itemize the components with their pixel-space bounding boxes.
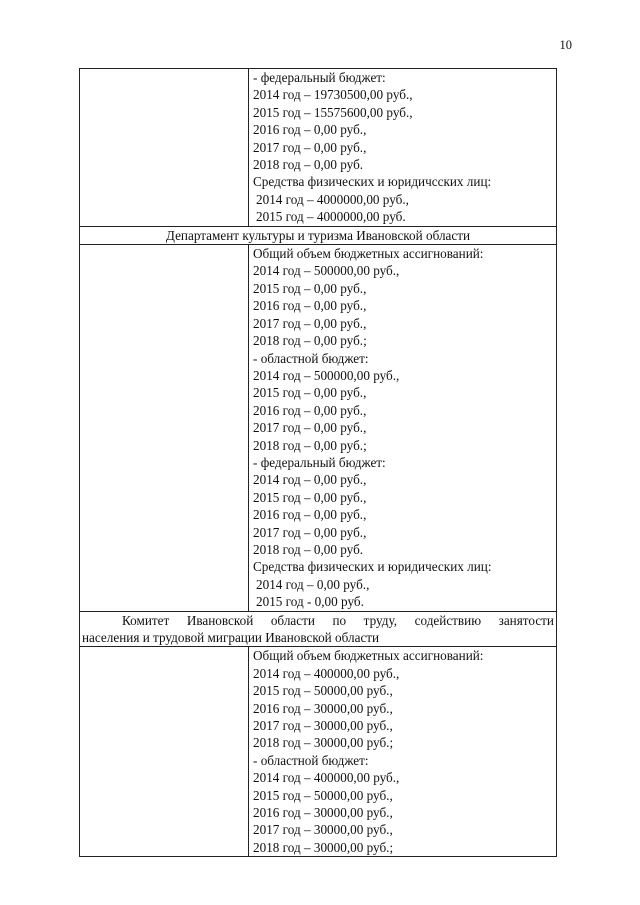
text-line: 2015 год – 0,00 руб.,	[253, 489, 367, 505]
text-line: - федеральный бюджет:	[253, 454, 386, 470]
text-line: 2017 год – 0,00 руб.,	[253, 420, 367, 436]
text-line: 2016 год – 0,00 руб.,	[253, 507, 367, 523]
text-line: Общий объем бюджетных ассигнований:	[253, 648, 484, 664]
committee-header	[80, 611, 557, 647]
empty-left-cell	[80, 245, 249, 612]
table-row	[80, 647, 557, 857]
funding-cell	[249, 647, 557, 857]
text-line: 2015 год – 0,00 руб.,	[253, 280, 367, 296]
text-line: 2018 год – 30000,00 руб.;	[253, 839, 394, 855]
text-line: 2015 год – 0,00 руб.,	[253, 385, 367, 401]
text-line: 2018 год – 0,00 руб.	[253, 157, 364, 173]
empty-left-cell	[80, 647, 249, 857]
text-line: 2014 год – 400000,00 руб.,	[253, 770, 400, 786]
text-line: 2014 год – 500000,00 руб.,	[253, 367, 400, 383]
text-line: 2017 год – 0,00 руб.,	[253, 139, 367, 155]
table-row	[80, 245, 557, 612]
text-line: 2016 год – 0,00 руб.,	[253, 402, 367, 418]
text-line: 2017 год – 30000,00 руб.,	[253, 822, 393, 838]
text-line: 2015 год – 50000,00 руб.,	[253, 787, 393, 803]
text-line: 2014 год – 0,00 руб.,	[256, 576, 370, 592]
text-line: 2014 год – 500000,00 руб.,	[253, 263, 400, 279]
text-line: - областной бюджет:	[253, 350, 369, 366]
text-line: 2018 год – 0,00 руб.;	[253, 437, 367, 453]
text-line: 2018 год – 0,00 руб.;	[253, 333, 367, 349]
text-line: Средства физических и юридичсских лиц:	[253, 174, 492, 190]
text-line: 2016 год – 30000,00 руб.,	[253, 805, 393, 821]
funding-cell	[249, 69, 557, 227]
funding-cell	[249, 245, 557, 612]
text-line: Средства физических и юридических лиц:	[253, 559, 492, 575]
text-line: 2015 год – 4000000,00 руб.	[256, 209, 406, 225]
text-line: 2018 год – 0,00 руб.	[253, 541, 364, 557]
text-line: 2015 год – 50000,00 руб.,	[253, 683, 393, 699]
text-line: 2014 год – 19730500,00 руб.,	[253, 87, 413, 103]
text-line: 2014 год – 4000000,00 руб.,	[256, 191, 409, 207]
text-line: 2016 год – 0,00 руб.,	[253, 122, 367, 138]
text-line: - областной бюджет:	[253, 752, 369, 768]
table-row	[80, 226, 557, 244]
text-line: 2017 год – 30000,00 руб.,	[253, 718, 393, 734]
text-line: - федеральный бюджет:	[253, 70, 386, 85]
text-line: 2016 год – 0,00 руб.,	[253, 298, 367, 314]
table-row	[80, 69, 557, 227]
text-line: 2015 год – 15575600,00 руб.,	[253, 104, 413, 120]
table-row	[80, 611, 557, 647]
budget-table	[79, 68, 557, 857]
text-line: 2016 год – 30000,00 руб.,	[253, 700, 393, 716]
page-number: 10	[559, 38, 572, 52]
department-header: Департамент культуры и туризма Ивановской области	[80, 226, 557, 244]
text-line: 2015 год - 0,00 руб.	[256, 594, 364, 610]
text-line: 2017 год – 0,00 руб.,	[253, 315, 367, 331]
text-line: 2018 год – 30000,00 руб.;	[253, 735, 394, 751]
committee-header-line-1: Комитет Ивановской области по труду, содействию занятости	[122, 612, 554, 628]
text-line: 2017 год – 0,00 руб.,	[253, 524, 367, 540]
text-line: Общий объем бюджетных ассигнований:	[253, 246, 484, 262]
text-line: 2014 год – 0,00 руб.,	[253, 472, 367, 488]
empty-left-cell	[80, 69, 249, 227]
text-line: 2014 год – 400000,00 руб.,	[253, 665, 400, 681]
committee-header-line-2: населения и трудовой миграции Ивановской области	[82, 630, 380, 645]
